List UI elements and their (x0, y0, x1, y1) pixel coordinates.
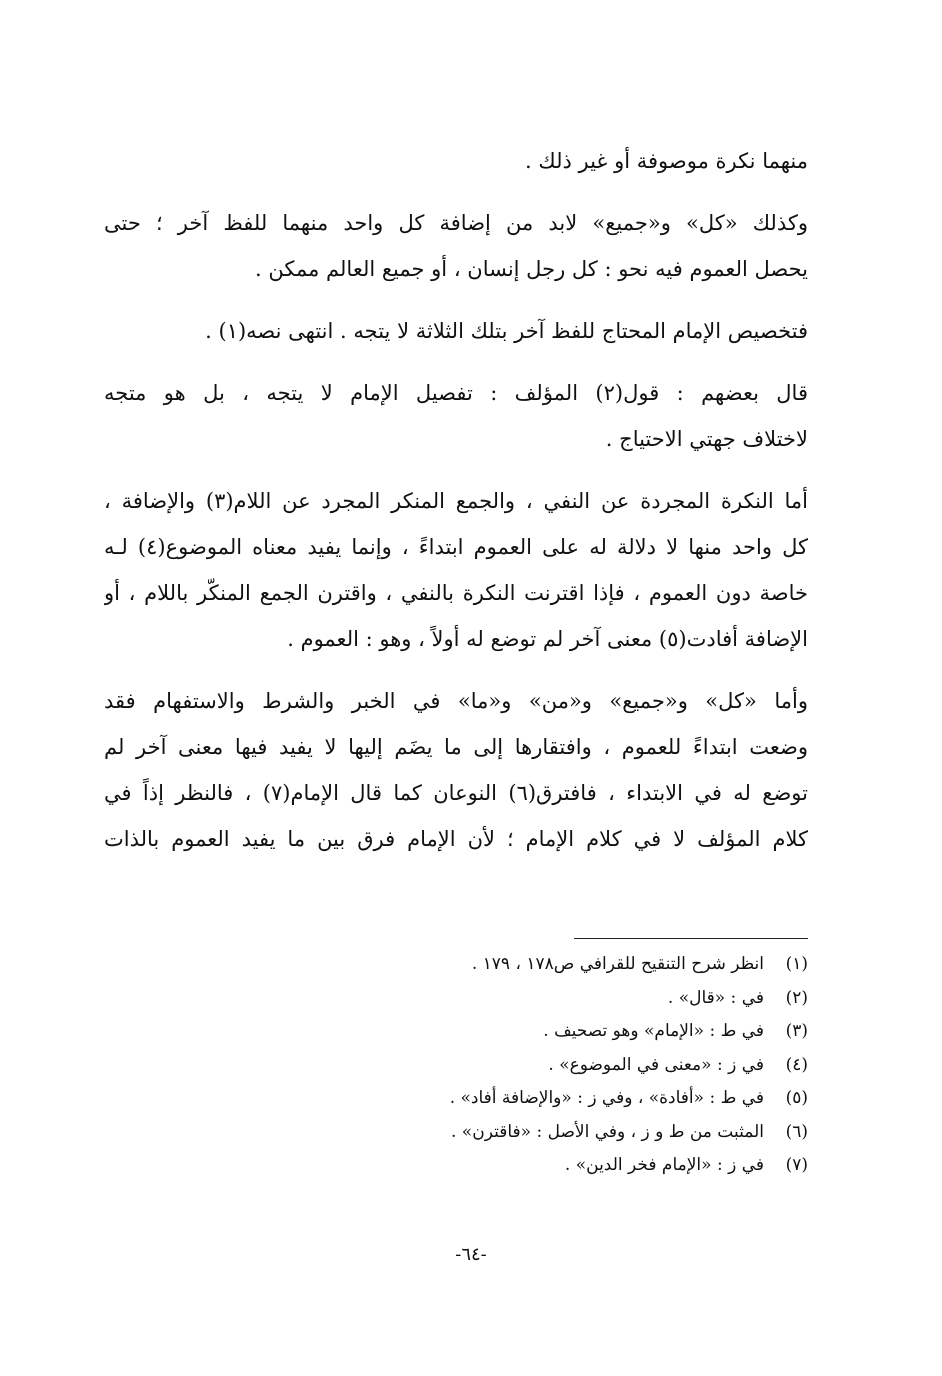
footnote-2 (104, 982, 808, 1016)
page-number: -٦٤- (455, 1244, 487, 1265)
footnote-number: (٥) (785, 1088, 808, 1108)
text-line: الإضافة أفادت(٥) معنى آخر لم توضع له أولاً ، وهو : العموم . (287, 627, 808, 651)
footnote-1 (104, 948, 808, 982)
text-line: أما النكرة المجردة عن النفي ، والجمع المنكر المجرد عن اللام(٣) والإضافة ، (104, 489, 808, 513)
footnote-number: (٦) (785, 1121, 808, 1142)
footnote-4 (104, 1049, 808, 1083)
text-line: قال بعضهم : قول(٢) المؤلف : تفصيل الإمام لا يتجه ، بل هو متجه (104, 381, 808, 405)
text-line: وضعت ابتداءً للعموم ، وافتقارها إلى ما يضَم إليها لا يفيد فيها معنى آخر لم (104, 735, 808, 759)
footnote-text: انظر شرح التنقيح للقرافي ص١٧٨ ، ١٧٩ . (471, 954, 764, 974)
paragraph-6 (104, 678, 808, 862)
footnote-5 (104, 1082, 808, 1116)
footnote-text: في ز : «الإمام فخر الدين» . (564, 1155, 764, 1175)
paragraph-1 (104, 138, 808, 184)
footnote-text: في : «قال» . (667, 987, 764, 1008)
footnotes (104, 948, 808, 1183)
footnote-number: (١) (785, 954, 808, 974)
footnote-6 (104, 1116, 808, 1150)
text-line: فتخصيص الإمام المحتاج للفظ آخر بتلك الثلاثة لا يتجه . انتهى نصه(١) . (205, 319, 808, 343)
footnote-divider (574, 938, 808, 939)
footnote-7 (104, 1149, 808, 1183)
text-line: لاختلاف جهتي الاحتياج . (605, 427, 808, 451)
footnote-text: المثبت من ط و ز ، وفي الأصل : «فاقترن» . (451, 1121, 764, 1142)
footnote-number: (٢) (785, 987, 808, 1008)
text-line: كلام المؤلف لا في كلام الإمام ؛ لأن الإمام فرق بين ما يفيد العموم بالذات (104, 827, 808, 851)
text-line: وكذلك «كل» و«جميع» لابد من إضافة كل واحد منهما للفظ آخر ؛ حتى (104, 211, 808, 235)
paragraph-3 (104, 308, 808, 354)
text-line: كل واحد منها لا دلالة له على العموم ابتداءً ، وإنما يفيد معناه الموضوع(٤) لـه (104, 535, 808, 559)
footnote-text: في ز : «معنى في الموضوع» . (548, 1054, 764, 1075)
footnote-number: (٧) (785, 1155, 808, 1175)
paragraph-2 (104, 200, 808, 292)
text-line: توضع له في الابتداء ، فافترق(٦) النوعان كما قال الإمام(٧) ، فالنظر إذاً في (104, 781, 808, 805)
main-text (104, 138, 808, 862)
footnote-text: في ط : «أفادة» ، وفي ز : «والإضافة أفاد» . (449, 1088, 764, 1108)
footnote-number: (٣) (785, 1021, 808, 1041)
footnote-number: (٤) (785, 1054, 808, 1075)
paragraph-4 (104, 370, 808, 462)
footnote-text: في ط : «الإمام» وهو تصحيف . (543, 1021, 764, 1041)
paragraph-5 (104, 478, 808, 662)
text-line: يحصل العموم فيه نحو : كل رجل إنسان ، أو جميع العالم ممكن . (255, 257, 808, 281)
text-line: منهما نكرة موصوفة أو غير ذلك . (525, 149, 808, 173)
text-line: خاصة دون العموم ، فإذا اقترنت النكرة بالنفي ، واقترن الجمع المنكّر باللام ، أو (104, 581, 808, 605)
footnote-3 (104, 1015, 808, 1049)
text-line: وأما «كل» و«جميع» و«من» و«ما» في الخبر والشرط والاستفهام فقد (104, 689, 808, 713)
